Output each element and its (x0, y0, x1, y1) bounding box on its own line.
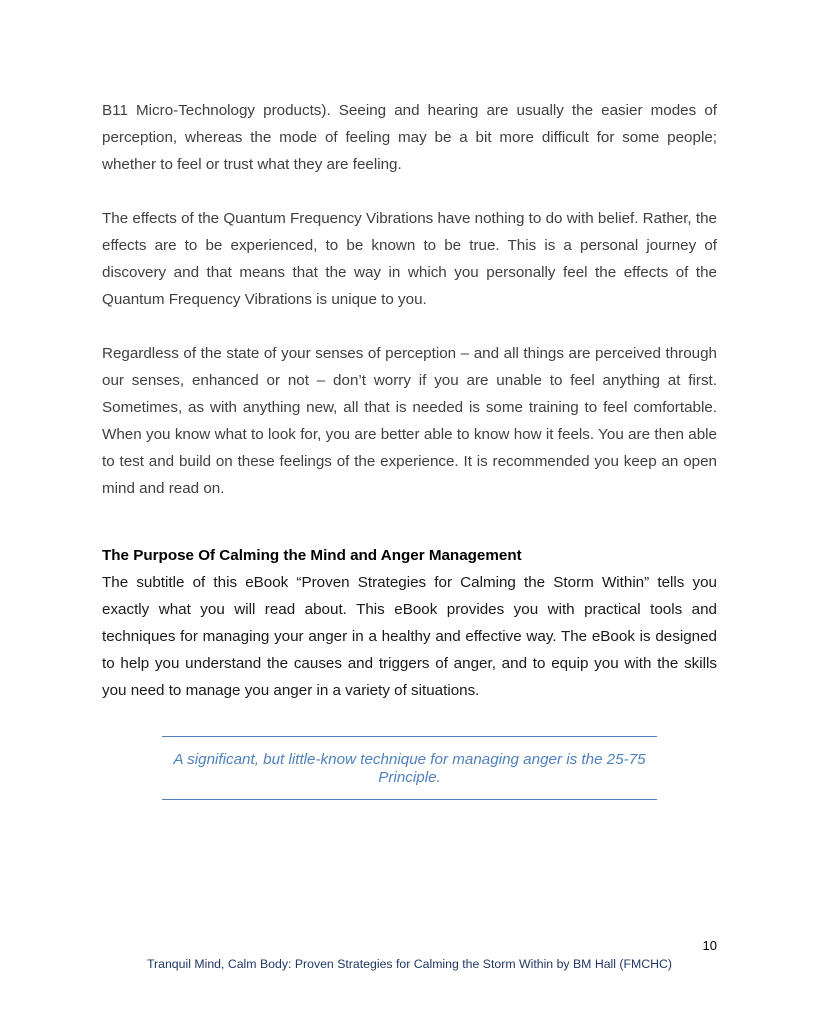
page-number: 10 (702, 938, 717, 953)
pull-quote-line-1: A significant, but little-know technique for managing anger is the 25-75 (173, 751, 646, 768)
paragraph-perception-modes: B11 Micro-Technology products). Seeing and hearing are usually the easier modes of perception, whereas the mode of feeling may be a bit more difficult for some people; whether to feel or trust what they are feeling. (102, 102, 717, 173)
section-body-paragraph: The subtitle of this eBook “Proven Strategies for Calming the Storm Within” tells you exactly what you will read about. This eBook provides you with practical tools and techniques for managing your anger in a healthy and effective way. The eBook is designed to help you understand the causes and triggers of anger, and to equip you with the skills you need to manage you anger in a variety of situations. (102, 574, 717, 699)
paragraph-senses-perception: Regardless of the state of your senses of perception – and all things are perceived through our senses, enhanced or not – don’t worry if you are unable to feel anything at first. Sometimes, as with anything new, all that is needed is some training to feel comfortable. When you know what to look for, you are better able to know how it feels. You are then able to test and build on these feelings of the experience. It is recommended you keep an open mind and read on. (102, 345, 717, 497)
pull-quote-text (162, 751, 657, 787)
paragraph-quantum-effects: The effects of the Quantum Frequency Vibrations have nothing to do with belief. Rather, the effects are to be experienced, to be known to be true. This is a personal journey of discovery and that means that the way in which you personally feel the effects of the Quantum Frequency Vibrations is unique to you. (102, 210, 717, 308)
pull-quote-line-2: Principle. (378, 769, 441, 786)
page-footer: Tranquil Mind, Calm Body: Proven Strategies for Calming the Storm Within by BM Hall (FMCHC) (146, 957, 673, 971)
document-body (102, 97, 717, 704)
pull-quote (162, 736, 657, 800)
section-heading: The Purpose Of Calming the Mind and Anger Management (102, 547, 522, 564)
